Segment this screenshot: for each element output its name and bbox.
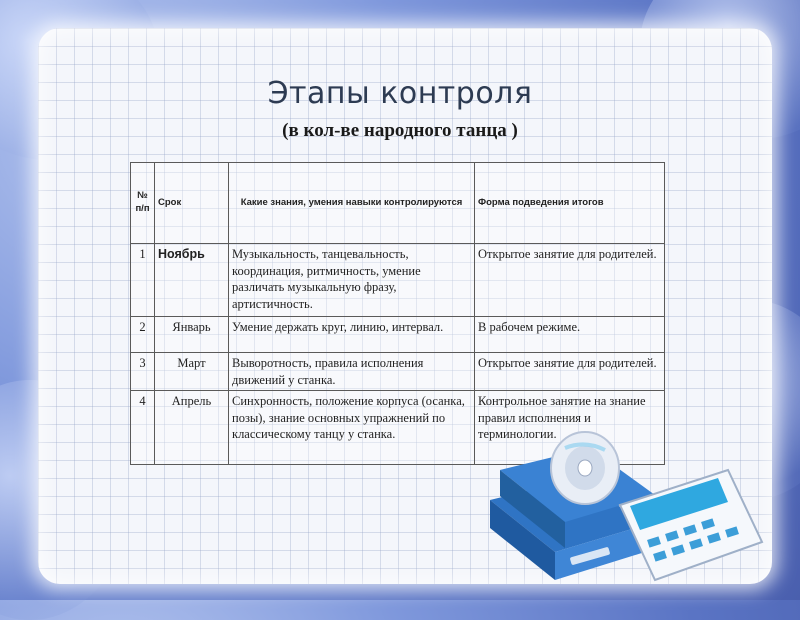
row-num: 3	[131, 353, 155, 391]
table-row	[131, 353, 665, 391]
row-skills: Выворотность, правила исполнения движений у станка.	[229, 353, 475, 391]
header-term: Срок	[155, 163, 229, 244]
header-skills: Какие знания, умения навыки контролируются	[229, 163, 475, 244]
row-form: Контрольное занятие на знание правил исполнения и терминологии.	[475, 391, 665, 465]
header-form: Форма подведения итогов	[475, 163, 665, 244]
control-stages-table	[130, 162, 665, 465]
row-term: Апрель	[155, 391, 229, 465]
table-row	[131, 317, 665, 353]
row-num: 2	[131, 317, 155, 353]
row-form: Открытое занятие для родителей.	[475, 353, 665, 391]
row-term: Ноябрь	[155, 244, 229, 317]
table-row	[131, 244, 665, 317]
row-num: 4	[131, 391, 155, 465]
row-form: Открытое занятие для родителей.	[475, 244, 665, 317]
row-num: 1	[131, 244, 155, 317]
row-form: В рабочем режиме.	[475, 317, 665, 353]
row-term: Январь	[155, 317, 229, 353]
table-header-row	[131, 163, 665, 244]
row-skills: Умение держать круг, линию, интервал.	[229, 317, 475, 353]
cd-disc-icon	[551, 432, 619, 504]
page-title: Этапы контроля	[267, 76, 533, 111]
header-num: № п/п	[131, 163, 155, 244]
page-subtitle: (в кол-ве народного танца )	[282, 120, 518, 141]
office-clipart	[470, 430, 770, 590]
row-skills: Музыкальность, танцевальность, координация, ритмичность, умение различать музыкальную фразу, артистичность.	[229, 244, 475, 317]
row-skills: Синхронность, положение корпуса (осанка, позы), знание основных упражнений по классическому танцу у станка.	[229, 391, 475, 465]
row-term: Март	[155, 353, 229, 391]
